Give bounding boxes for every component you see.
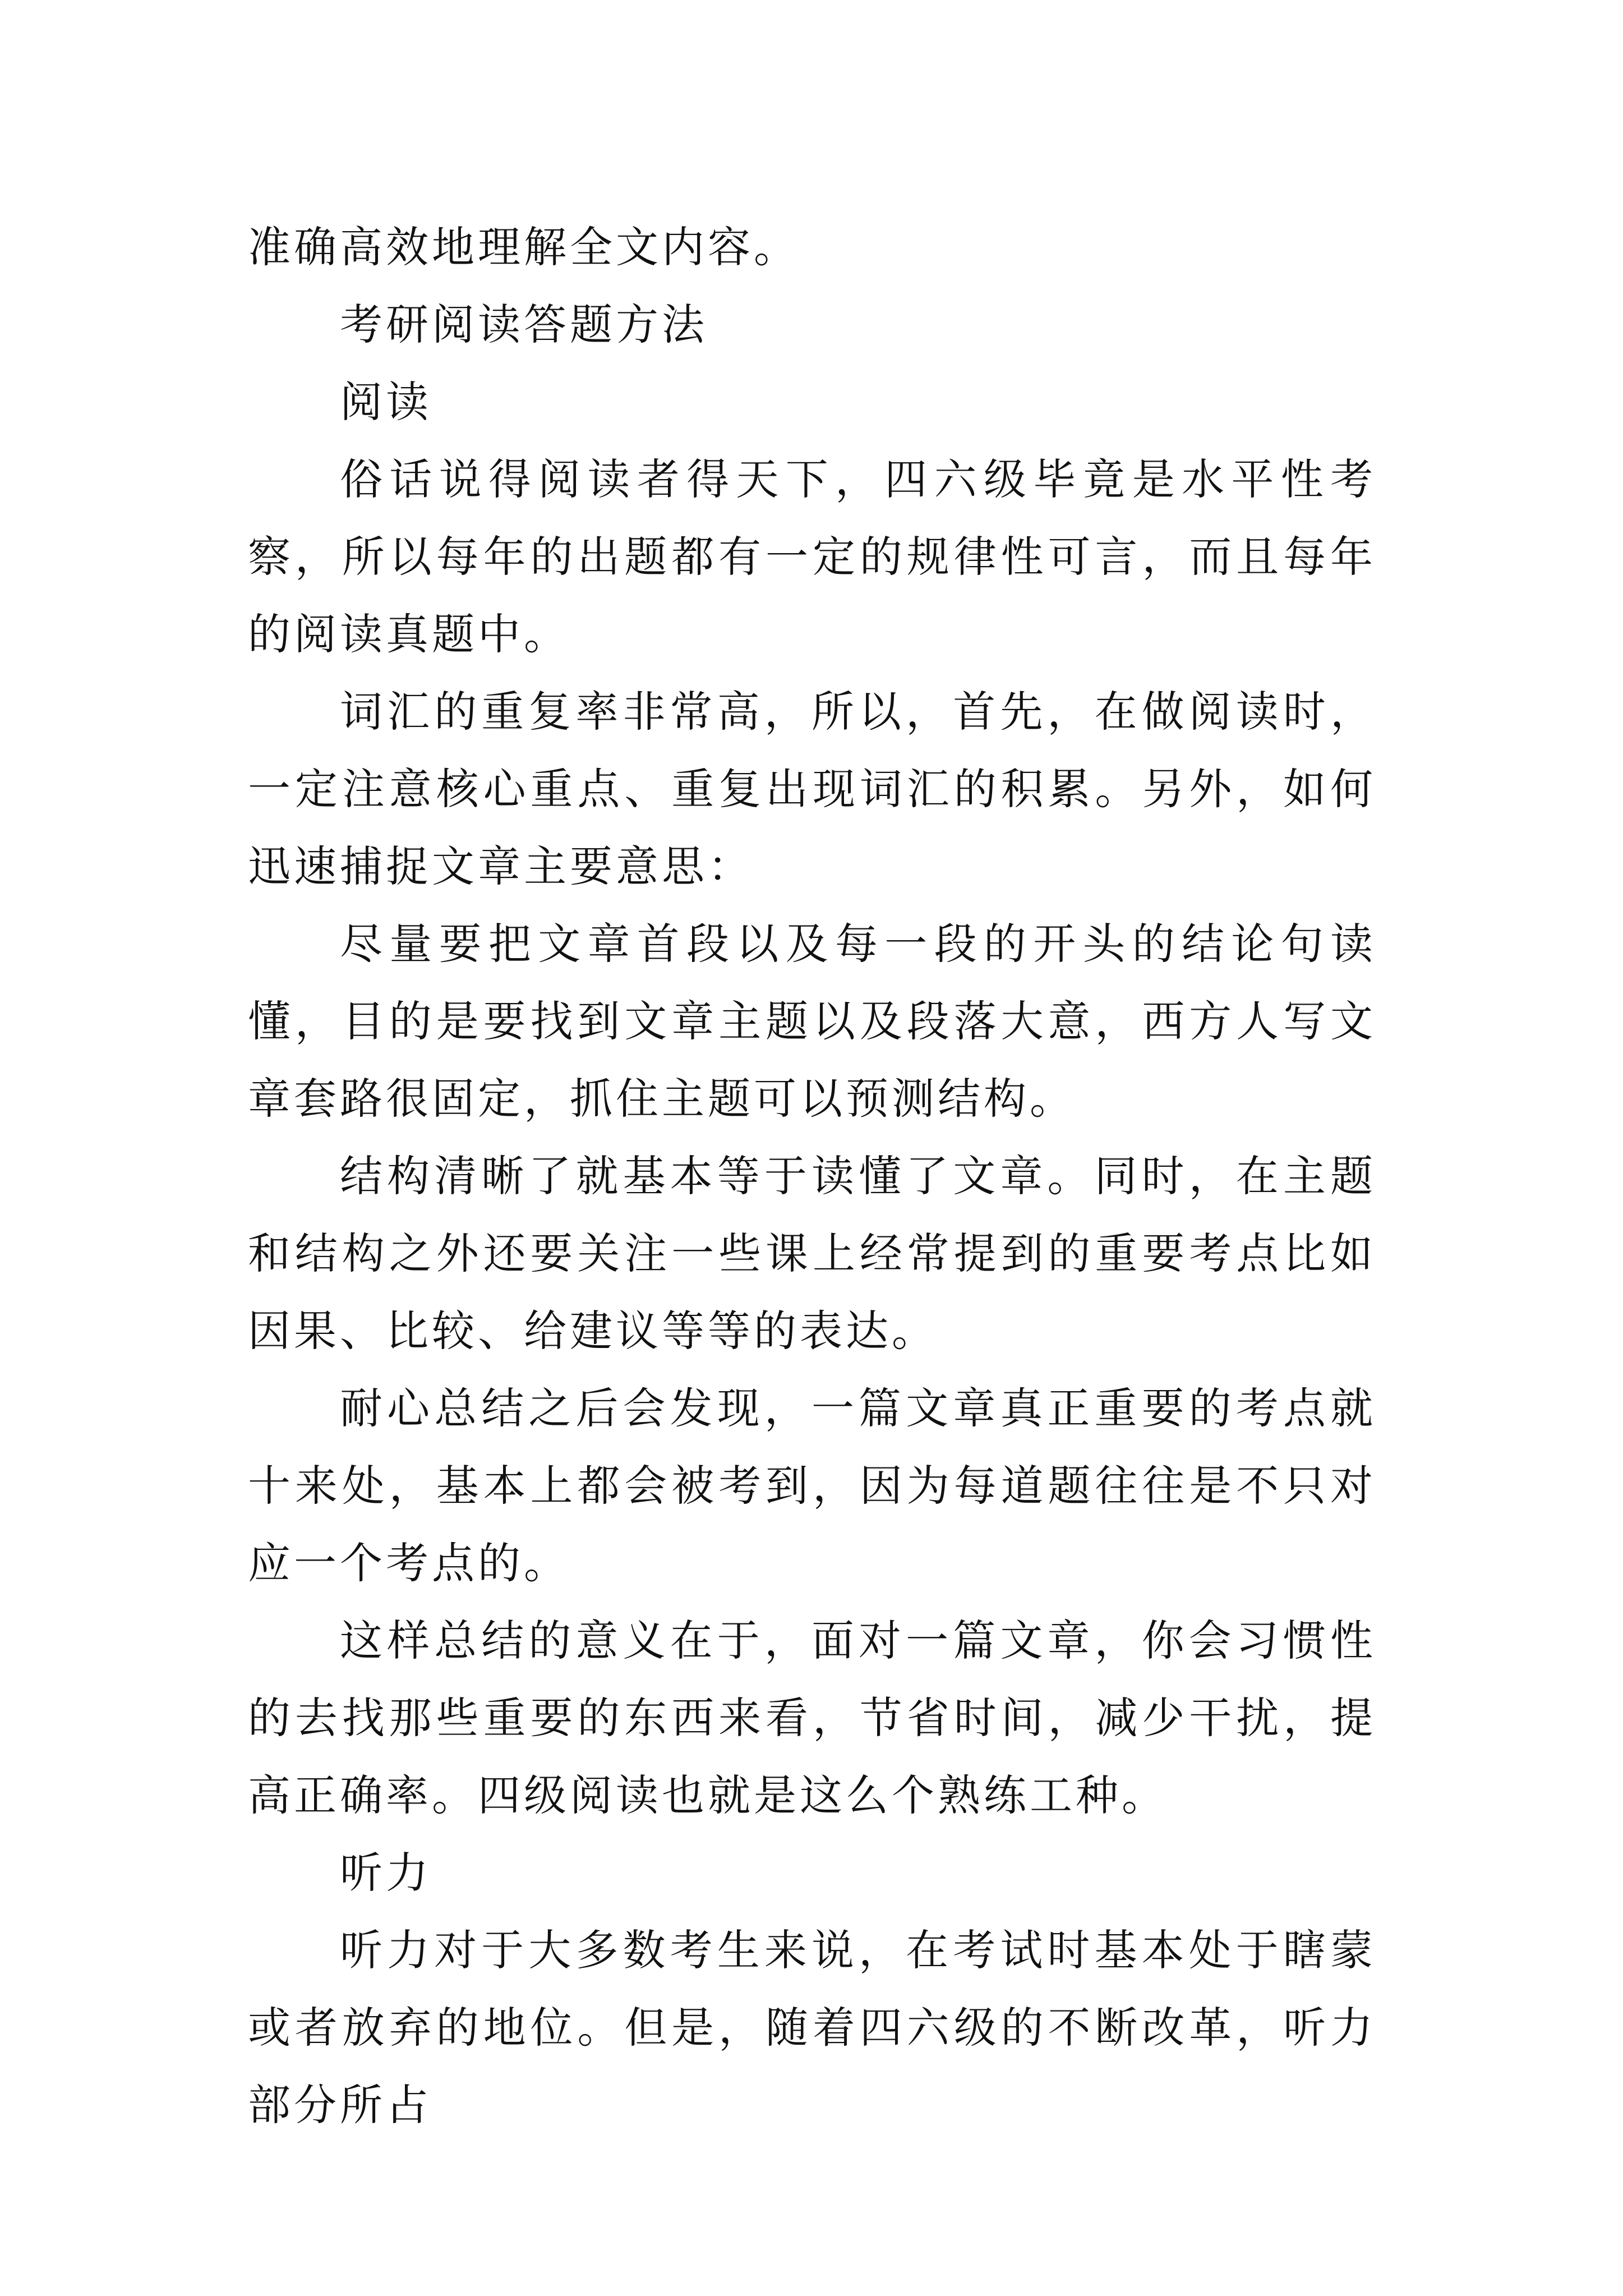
heading-reading: 阅读 [340,377,432,427]
paragraph-topic-sentences: 尽量要把文章首段以及每一段的开头的结论句读懂，目的是要找到文章主题以及段落大意，西方人写文章套路很固定，抓住主题可以预测结构。 [248,919,1376,1124]
paragraph-vocabulary: 词汇的重复率非常高，所以，首先，在做阅读时，一定注意核心重点、重复出现词汇的积累。另外，如何迅速捕捉文章主要意思： [248,687,1376,891]
paragraph-key-points: 耐心总结之后会发现，一篇文章真正重要的考点就十来处，基本上都会被考到，因为每道题往往是不只对应一个考点的。 [248,1383,1376,1588]
paragraph-summary-meaning: 这样总结的意义在于，面对一篇文章，你会习惯性的去找那些重要的东西来看，节省时间，减少干扰，提高正确率。四级阅读也就是这么个熟练工种。 [248,1616,1376,1820]
paragraph-listening-intro: 听力对于大多数考生来说，在考试时基本处于瞎蒙或者放弃的地位。但是，随着四六级的不断改革，听力部分所占 [248,1925,1376,2130]
heading-listening: 听力 [340,1848,432,1898]
paragraph-structure: 结构清晰了就基本等于读懂了文章。同时，在主题和结构之外还要关注一些课上经常提到的重要考点比如因果、比较、给建议等等的表达。 [248,1151,1376,1356]
document-body [248,209,1376,2144]
paragraph-continuation: 准确高效地理解全文内容。 [248,222,800,272]
paragraph-reading-intro: 俗话说得阅读者得天下，四六级毕竟是水平性考察，所以每年的出题都有一定的规律性可言，而且每年的阅读真题中。 [248,454,1376,659]
heading-exam-reading-methods: 考研阅读答题方法 [340,300,708,349]
